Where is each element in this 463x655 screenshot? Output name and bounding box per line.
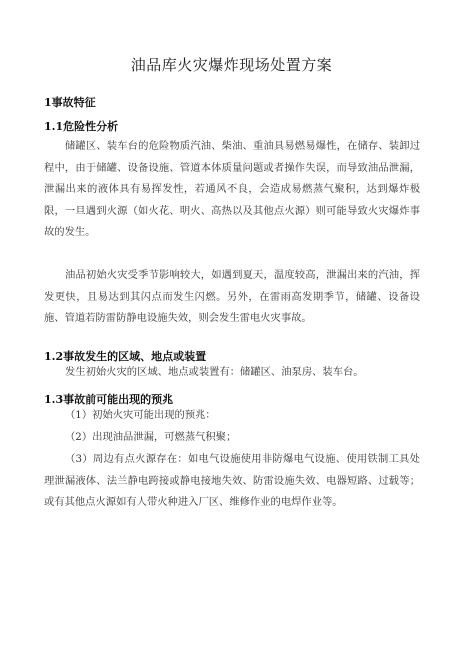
paragraph-seasonal-impact: 油品初始火灾受季节影响较大，如遇到夏天，温度较高，泄漏出来的汽油，挥发更快，且易达到其闪点而发生闪燃。另外，在雷雨高发期季节，储罐、设备设施、管道若防雷防静电设施失效，则会发生雷电火灾事故。 [44, 269, 420, 324]
paragraph-locations: 发生初始火灾的区域、地点或装置有：储罐区、油泵房、装车台。 [65, 366, 364, 378]
section-heading-1-1: 1.1危险性分析 [44, 120, 119, 133]
section-heading-1-2: 1.2事故发生的区域、地点或装置 [44, 350, 207, 363]
paragraph-hazard-analysis: 储罐区、装车台的危险物质汽油、柴油、重油具易燃易爆性，在储存、装卸过程中，由于储罐、设备设施、管道本体质量问题或者操作失误，而导致油品泄漏，泄漏出来的液体具有易挥发性，若通风不良，会造成易燃蒸气聚积，达到爆炸极限，一旦遇到火源（如火花、明火、高热以及其他点火源）则可能导致火灾爆炸事故的发生。 [44, 140, 420, 238]
list-item-2: （2）出现油品泄漏，可燃蒸气积聚； [65, 431, 237, 443]
section-heading-1-3: 1.3事故前可能出现的预兆 [44, 393, 174, 406]
list-item-1: （1）初始火灾可能出现的预兆： [65, 409, 216, 421]
section-heading-1: 1事故特征 [44, 96, 96, 109]
paragraph-ignition-sources: （3）周边有点火源存在：如电气设施使用非防爆电气设施、使用铁制工具处理泄漏液体、法兰静电跨接或静电接地失效、防雷设施失效、电器短路、过载等；或有其他点火源如有人带火种进入厂区、维修作业的电焊作业等。 [44, 453, 420, 508]
document-title: 油品库火灾爆炸现场处置方案 [130, 56, 333, 74]
